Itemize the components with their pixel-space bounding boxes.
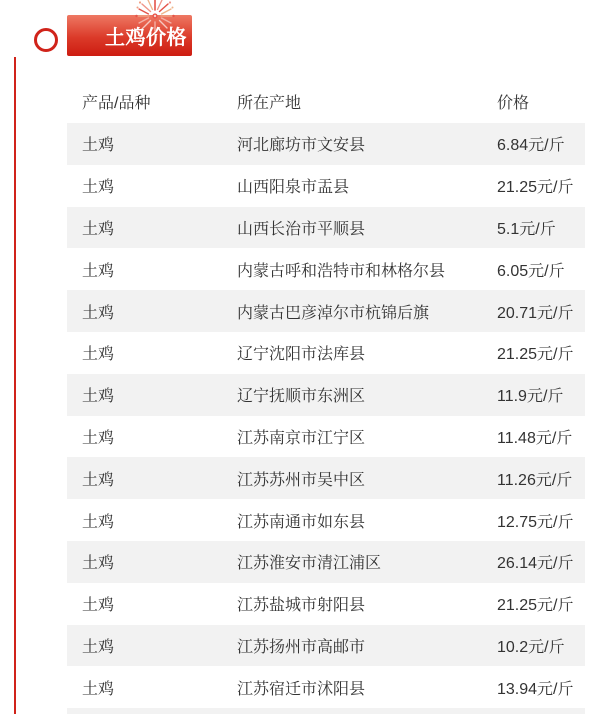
price-cell: 11.9元/斤 <box>497 388 564 406</box>
table-row <box>67 165 585 207</box>
origin-cell: 江苏扬州市高邮市 <box>237 638 366 656</box>
price-cell: 21.25元/斤 <box>497 179 574 197</box>
product-cell: 土鸡 <box>82 137 115 155</box>
origin-cell: 江苏南通市如东县 <box>237 513 366 531</box>
origin-cell: 辽宁沈阳市法库县 <box>237 346 366 364</box>
table-row-partial <box>67 708 585 714</box>
table-row <box>67 583 585 625</box>
table-row <box>67 499 585 541</box>
origin-cell: 河北廊坊市文安县 <box>237 137 366 155</box>
table-row <box>67 666 585 708</box>
price-table <box>67 80 585 714</box>
table-row <box>67 374 585 416</box>
product-cell: 土鸡 <box>82 179 115 197</box>
price-cell: 20.71元/斤 <box>497 304 574 322</box>
table-row <box>67 541 585 583</box>
price-cell: 13.94元/斤 <box>497 680 574 698</box>
table-row <box>67 332 585 374</box>
table-body <box>67 123 585 708</box>
price-cell: 11.48元/斤 <box>497 429 573 447</box>
column-header-price: 价格 <box>497 95 530 112</box>
price-cell: 6.84元/斤 <box>497 137 565 155</box>
price-cell: 11.26元/斤 <box>497 471 573 489</box>
price-cell: 21.25元/斤 <box>497 597 574 615</box>
column-header-origin: 所在产地 <box>237 95 302 112</box>
product-cell: 土鸡 <box>82 680 115 698</box>
product-cell: 土鸡 <box>82 555 115 573</box>
table-row <box>67 207 585 249</box>
origin-cell: 江苏苏州市吴中区 <box>237 471 366 489</box>
origin-cell: 江苏盐城市射阳县 <box>237 597 366 615</box>
product-cell: 土鸡 <box>82 429 115 447</box>
price-cell: 10.2元/斤 <box>497 638 565 656</box>
table-row <box>67 457 585 499</box>
table-row <box>67 416 585 458</box>
product-cell: 土鸡 <box>82 388 115 406</box>
price-cell: 5.1元/斤 <box>497 220 556 238</box>
origin-cell: 山西阳泉市盂县 <box>237 179 350 197</box>
origin-cell: 江苏淮安市清江浦区 <box>237 555 382 573</box>
table-row <box>67 123 585 165</box>
product-cell: 土鸡 <box>82 471 115 489</box>
origin-cell: 辽宁抚顺市东洲区 <box>237 388 366 406</box>
product-cell: 土鸡 <box>82 638 115 656</box>
section-title-badge <box>67 15 192 56</box>
circle-bullet <box>34 28 58 52</box>
table-header-row <box>67 80 585 123</box>
table-row <box>67 248 585 290</box>
product-cell: 土鸡 <box>82 346 115 364</box>
price-cell: 6.05元/斤 <box>497 262 565 280</box>
section-title: 土鸡价格 <box>105 27 187 49</box>
column-header-product: 产品/品种 <box>82 95 151 112</box>
table-row <box>67 625 585 667</box>
origin-cell: 内蒙古呼和浩特市和林格尔县 <box>237 262 446 280</box>
product-cell: 土鸡 <box>82 220 115 238</box>
price-cell: 21.25元/斤 <box>497 346 574 364</box>
product-cell: 土鸡 <box>82 597 115 615</box>
price-cell: 26.14元/斤 <box>497 555 574 573</box>
left-accent-rule <box>14 57 16 714</box>
product-cell: 土鸡 <box>82 304 115 322</box>
origin-cell: 江苏南京市江宁区 <box>237 429 366 447</box>
origin-cell: 江苏宿迁市沭阳县 <box>237 680 366 698</box>
origin-cell: 山西长治市平顺县 <box>237 220 366 238</box>
origin-cell: 内蒙古巴彦淖尔市杭锦后旗 <box>237 304 430 322</box>
product-cell: 土鸡 <box>82 513 115 531</box>
table-row <box>67 290 585 332</box>
product-cell: 土鸡 <box>82 262 115 280</box>
price-cell: 12.75元/斤 <box>497 513 574 531</box>
